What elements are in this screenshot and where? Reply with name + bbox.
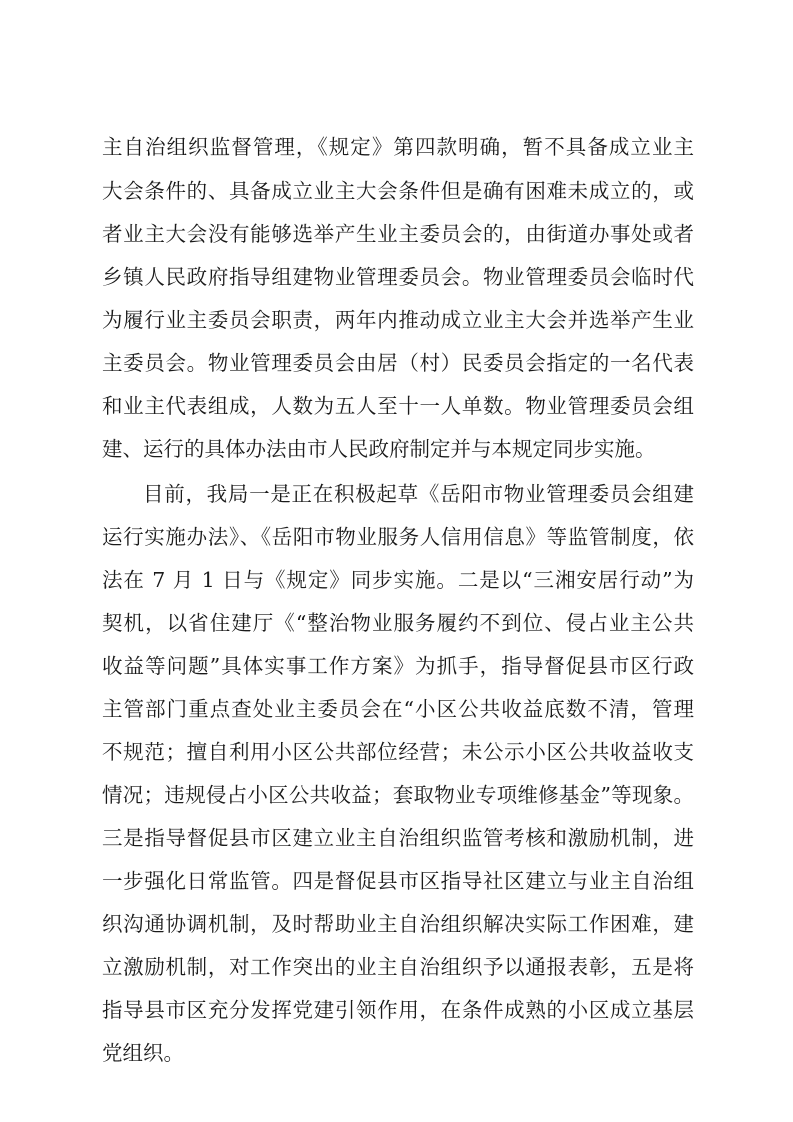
text-line: 运行实施办法》、《岳阳市物业服务人信用信息》等监管制度，依 bbox=[102, 525, 694, 549]
text-line: 一步强化日常监管。四是督促县市区指导社区建立与业主自治组 bbox=[102, 869, 694, 893]
text-line: 和业主代表组成，人数为五人至十一人单数。物业管理委员会组 bbox=[102, 394, 694, 418]
text-line: 契机，以省住建厅《“整治物业服务履约不到位、侵占业主公共 bbox=[102, 611, 694, 635]
text-line: 主管部门重点查处业主委员会在“小区公共收益底数不清，管理 bbox=[102, 697, 694, 721]
text-line: 目前，我局一是正在积极起草《岳阳市物业管理委员会组建 bbox=[143, 482, 694, 506]
text-line: 主委员会。物业管理委员会由居（村）民委员会指定的一名代表 bbox=[102, 351, 694, 375]
text-line: 不规范；擅自利用小区公共部位经营；未公示小区公共收益收支 bbox=[102, 740, 694, 764]
text-line: 立激励机制，对工作突出的业主自治组织予以通报表彰，五是将 bbox=[102, 955, 694, 979]
text-line: 收益等问题”具体实事工作方案》为抓手，指导督促县市区行政 bbox=[102, 654, 694, 678]
text-line: 党组织。 bbox=[102, 1041, 184, 1065]
text-line: 主自治组织监督管理，《规定》第四款明确，暂不具备成立业主 bbox=[102, 135, 694, 159]
text-line: 大会条件的、具备成立业主大会条件但是确有困难未成立的，或 bbox=[102, 179, 694, 203]
text-line: 三是指导督促县市区建立业主自治组织监管考核和激励机制，进 bbox=[102, 826, 694, 850]
text-line: 织沟通协调机制，及时帮助业主自治组织解决实际工作困难，建 bbox=[102, 912, 694, 936]
text-line: 法在 7 月 1 日与《规定》同步实施。二是以“三湘安居行动”为 bbox=[102, 568, 694, 592]
text-line: 情况；违规侵占小区公共收益；套取物业专项维修基金”等现象。 bbox=[102, 783, 694, 807]
text-line: 指导县市区充分发挥党建引领作用，在条件成熟的小区成立基层 bbox=[102, 998, 694, 1022]
text-line: 建、运行的具体办法由市人民政府制定并与本规定同步实施。 bbox=[102, 437, 656, 461]
text-line: 为履行业主委员会职责，两年内推动成立业主大会并选举产生业 bbox=[102, 308, 694, 332]
text-line: 者业主大会没有能够选举产生业主委员会的，由街道办事处或者 bbox=[102, 222, 694, 246]
text-line: 乡镇人民政府指导组建物业管理委员会。物业管理委员会临时代 bbox=[102, 265, 694, 289]
